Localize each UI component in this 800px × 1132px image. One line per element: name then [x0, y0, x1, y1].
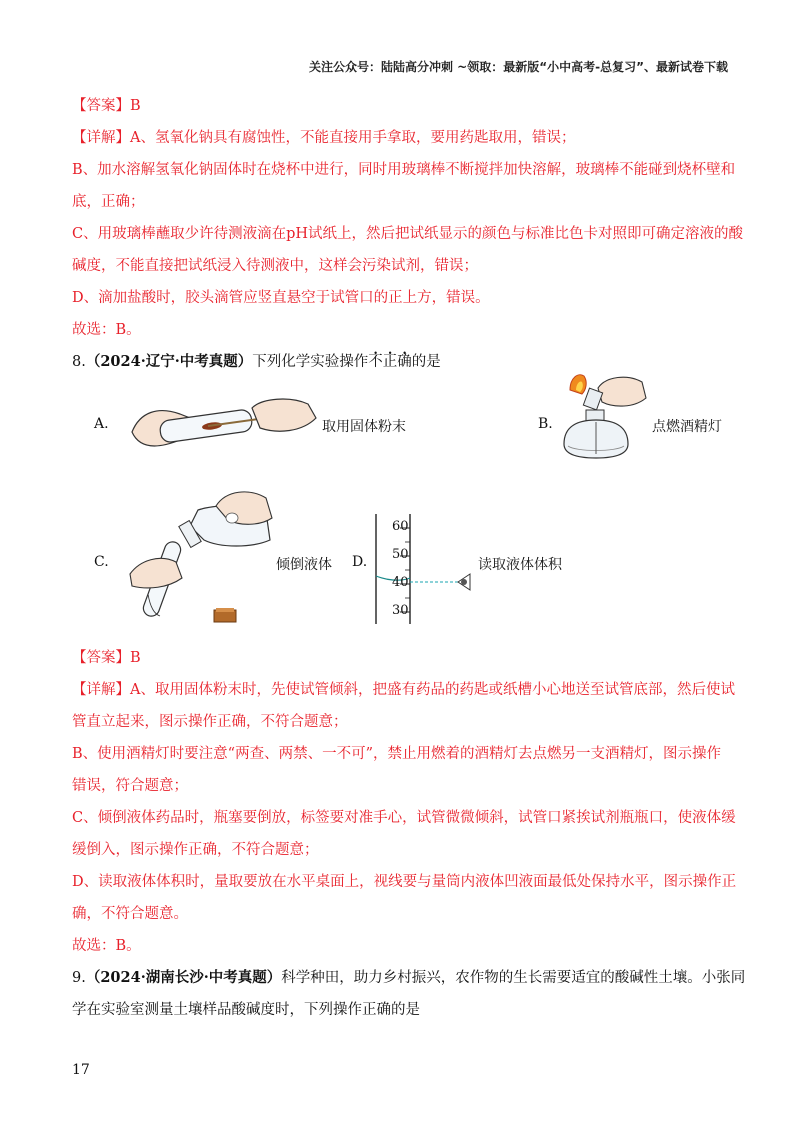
question-number: 8.	[72, 354, 86, 370]
question-source: （2024·辽宁·中考真题）	[85, 353, 253, 370]
figure-alcohol-lamp	[556, 368, 652, 464]
q8-detail-line-7: D、读取液体体积时，量取要放在水平桌面上，视线要与量筒内液体凹液面最低处保持水平，图示操作正	[72, 874, 737, 890]
q8-detail-line-2: 管直立起来，图示操作正确，不符合题意；	[72, 714, 348, 730]
q7-detail-line-2: B、加水溶解氢氧化钠固体时在烧杯中进行，同时用玻璃棒不断搅拌加快溶解，玻璃棒不能碰到烧杯壁和	[72, 162, 736, 178]
option-c-letter: C.	[94, 554, 109, 570]
emphasis-char: 确	[397, 354, 412, 370]
option-a-caption: 取用固体粉末	[322, 419, 406, 435]
option-a-letter: A.	[94, 416, 109, 432]
emphasis-char: 正	[382, 354, 398, 370]
q8-detail-line-3: B、使用酒精灯时要注意“两查、两禁、一不可”，禁止用燃着的酒精灯去点燃另一支酒精灯，图示操作	[72, 746, 721, 762]
question-number: 9.	[72, 970, 86, 986]
option-d-caption: 读取液体体积	[478, 557, 562, 573]
figure-pour-liquid	[120, 482, 280, 627]
q7-conclusion: 故选：B。	[72, 322, 141, 338]
answer-value: B	[130, 98, 141, 114]
q7-detail-line-4: C、用玻璃棒蘸取少许待测液滴在pH试纸上，然后把试纸显示的颜色与标准比色卡对照即可确定溶液的酸	[72, 226, 744, 242]
cylinder-tick-40: 40	[392, 575, 409, 590]
q8-detail-line-8: 确，不符合题意。	[72, 906, 188, 922]
q8-conclusion: 故选：B。	[72, 938, 141, 954]
figure-solid-powder	[120, 392, 320, 462]
q8-detail-line-5: C、倾倒液体药品时，瓶塞要倒放，标签要对准手心，试管微微倾斜，试管口紧挨试剂瓶瓶口，使液体缓	[72, 810, 736, 826]
q8-answer	[72, 649, 141, 667]
q7-detail-line-5: 碱度，不能直接把试纸浸入待测液中，这样会污染试剂，错误；	[72, 258, 478, 274]
detail-tag: 【详解】	[72, 130, 130, 146]
q7-answer	[72, 97, 141, 115]
cylinder-tick-60: 60	[392, 519, 409, 534]
q7-detail-line-1: 【详解】A、氢氧化钠具有腐蚀性，不能直接用手拿取，要用药匙取用，错误；	[72, 130, 576, 146]
q7-detail-line-6: D、滴加盐酸时，胶头滴管应竖直悬空于试管口的正上方，错误。	[72, 290, 490, 306]
detail-tag: 【详解】	[72, 682, 130, 698]
option-b-letter: B.	[538, 416, 553, 432]
option-d-letter: D.	[352, 554, 368, 570]
q8-stem: 8.（2024·辽宁·中考真题）下列化学实验操作不正确的是	[72, 353, 441, 370]
cylinder-tick-50: 50	[392, 547, 409, 562]
page-header: 关注公众号：陆陆高分冲刺 ~领取：最新版“小中高考-总复习”、最新试卷下载	[309, 60, 728, 74]
question-source: （2024·湖南长沙·中考真题）	[85, 969, 282, 986]
option-c-caption: 倾倒液体	[276, 557, 332, 573]
q9-stem-line-1: 9.（2024·湖南长沙·中考真题）科学种田，助力乡村振兴，农作物的生长需要适宜的酸碱性土壤。小张同	[72, 969, 746, 986]
option-b-caption: 点燃酒精灯	[652, 419, 722, 435]
page-number: 17	[72, 1062, 90, 1078]
answer-tag: 【答案】	[72, 650, 130, 666]
figure-read-volume	[370, 512, 480, 627]
q8-detail-line-1: 【详解】A、取用固体粉末时，先使试管倾斜，把盛有药品的药匙或纸槽小心地送至试管底部，然后使试	[72, 682, 735, 698]
q8-detail-line-6: 缓倒入，图示操作正确，不符合题意；	[72, 842, 319, 858]
q7-detail-line-3: 底，正确；	[72, 194, 145, 210]
q9-stem-line-2: 学在实验室测量土壤样品酸碱度时，下列操作正确的是	[72, 1002, 420, 1018]
emphasis-char: 不	[368, 354, 383, 370]
answer-tag: 【答案】	[72, 98, 130, 114]
cylinder-tick-30: 30	[392, 603, 409, 618]
q8-detail-line-4: 错误，符合题意；	[72, 778, 188, 794]
answer-value: B	[130, 650, 141, 666]
